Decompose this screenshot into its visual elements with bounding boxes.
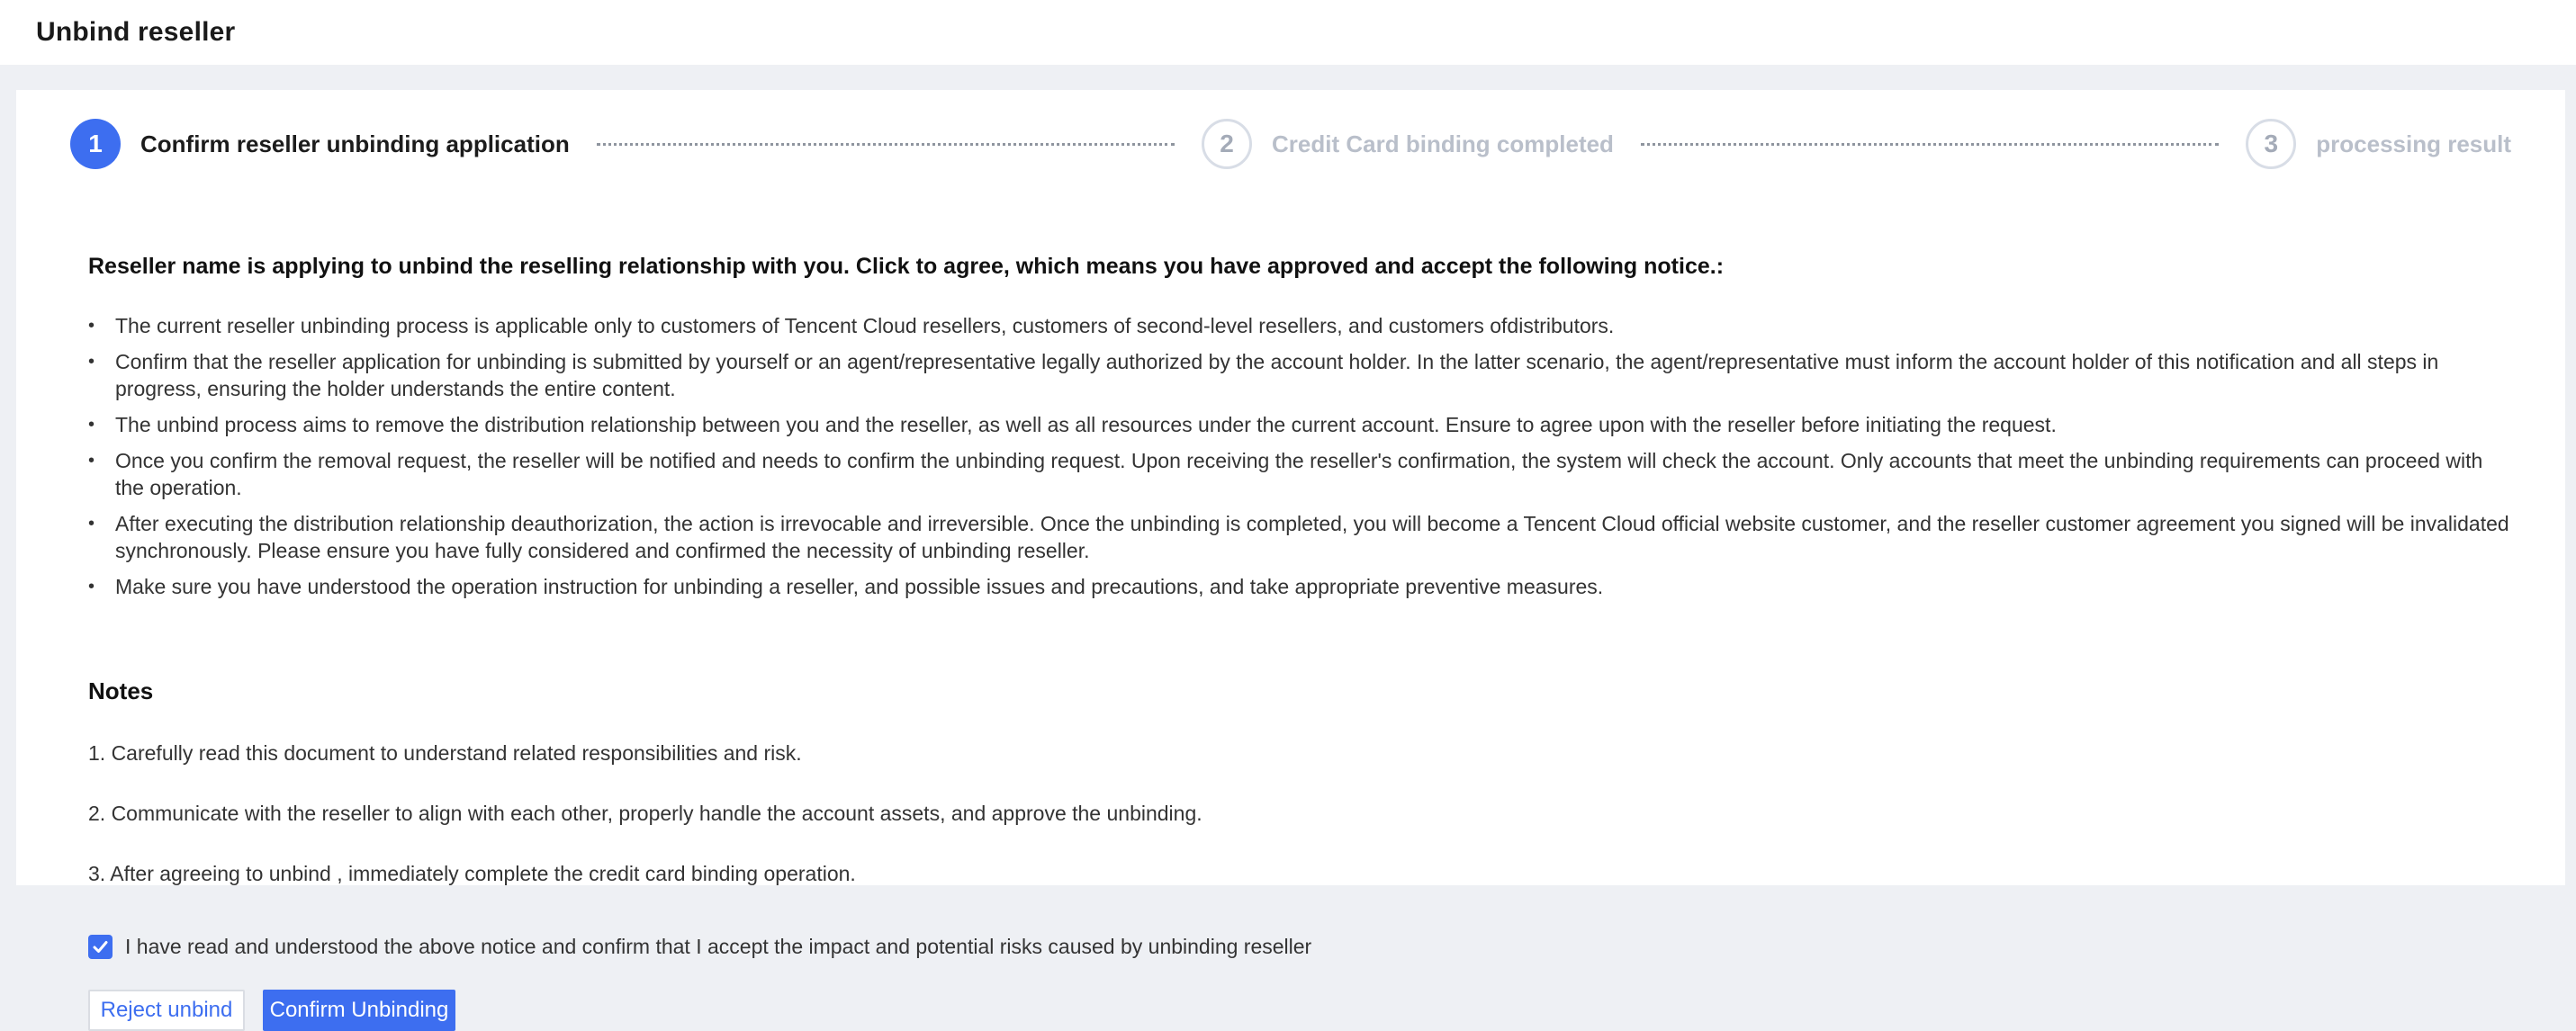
notice-bullet-text: Confirm that the reseller application for unbinding is submitted by yourself or an agent/representative legally authorized by the account holder. In the latter scenario, the agent/representative must inform the account holder of this notification and all steps in progress, ensuring the holder understands the entire content. [115,350,2439,400]
agreement-row [88,935,2511,959]
step-2-label: Credit Card binding completed [1272,130,1614,157]
notice-bullet-text: Once you confirm the removal request, the reseller will be notified and needs to confirm the unbinding request. Upon receiving the reseller's confirmation, the system will check the account. Only accounts that meet the unbinding requirements can proceed with the operation. [115,449,2483,499]
note-item-1: 1. Carefully read this document to understand related responsibilities and risk. [88,741,802,765]
stepper-connector-1 [597,143,1175,146]
step-1-confirm-application [70,119,570,169]
unbind-wizard-card [16,90,2565,1022]
wizard-stepper [70,117,2511,171]
bullet-dot-icon: • [88,577,95,596]
notice-bullet-text: The current reseller unbinding process is applicable only to customers of Tencent Cloud resellers, customers of second-level resellers, and customers ofdistributors. [115,314,1615,337]
notice-bullet [88,312,2509,339]
agreement-checkbox[interactable] [88,935,113,959]
top-bar [0,0,2576,65]
note-item-3: 3. After agreeing to unbind , immediately complete the credit card binding operation. [88,862,856,885]
notice-bullet [88,411,2509,438]
notes-heading: Notes [88,677,154,704]
step-1-number-badge: 1 [70,119,121,169]
notice-bullet [88,573,2509,600]
bullet-dot-icon: • [88,514,95,533]
step-2-number-badge: 2 [1202,119,1252,169]
notice-bullet [88,510,2509,564]
step-3-label: processing result [2316,130,2511,157]
notice-bullet-text: Make sure you have understood the operation instruction for unbinding a reseller, and possible issues and precautions, and take appropriate preventive measures. [115,575,1604,598]
agreement-label: I have read and understood the above notice and confirm that I accept the impact and potential risks caused by unbinding reseller [125,935,1312,958]
notice-bullet-text: After executing the distribution relationship deauthorization, the action is irrevocable and irreversible. Once the unbinding is completed, you will become a Tencent Cloud official website customer, and the reseller customer agreement you signed will be invalidated synchronously. Please ensure you have fully considered and confirmed the necessity of unbinding reseller. [115,512,2509,562]
stepper-connector-2 [1641,143,2219,146]
bullet-dot-icon: • [88,316,95,336]
notice-bullet [88,348,2509,402]
step-1-label: Confirm reseller unbinding application [140,130,570,157]
note-item-2: 2. Communicate with the reseller to align with each other, properly handle the account assets, and approve the unbinding. [88,802,1202,825]
action-buttons [88,990,2511,1031]
notice-bullet-text: The unbind process aims to remove the distribution relationship between you and the reseller, as well as all resources under the current account. Ensure to agree upon with the reseller before initiating the request. [115,413,2057,436]
notice-bullet-list [88,312,2511,600]
step-3-processing-result [2246,119,2511,169]
confirm-unbinding-button[interactable]: Confirm Unbinding [263,990,455,1031]
step-2-credit-card-binding [1202,119,1614,169]
checkmark-icon [92,938,109,955]
bullet-dot-icon: • [88,352,95,372]
notice-content [70,254,2511,1031]
bullet-dot-icon: • [88,451,95,471]
page-title: Unbind reseller [36,17,236,47]
step-3-number-badge: 3 [2246,119,2296,169]
notice-heading: Reseller name is applying to unbind the reselling relationship with you. Click to agree, which means you have approved and accept the following notice.: [88,254,1725,279]
reject-unbind-button[interactable]: Reject unbind [88,990,245,1031]
notice-bullet [88,447,2509,501]
bullet-dot-icon: • [88,415,95,435]
